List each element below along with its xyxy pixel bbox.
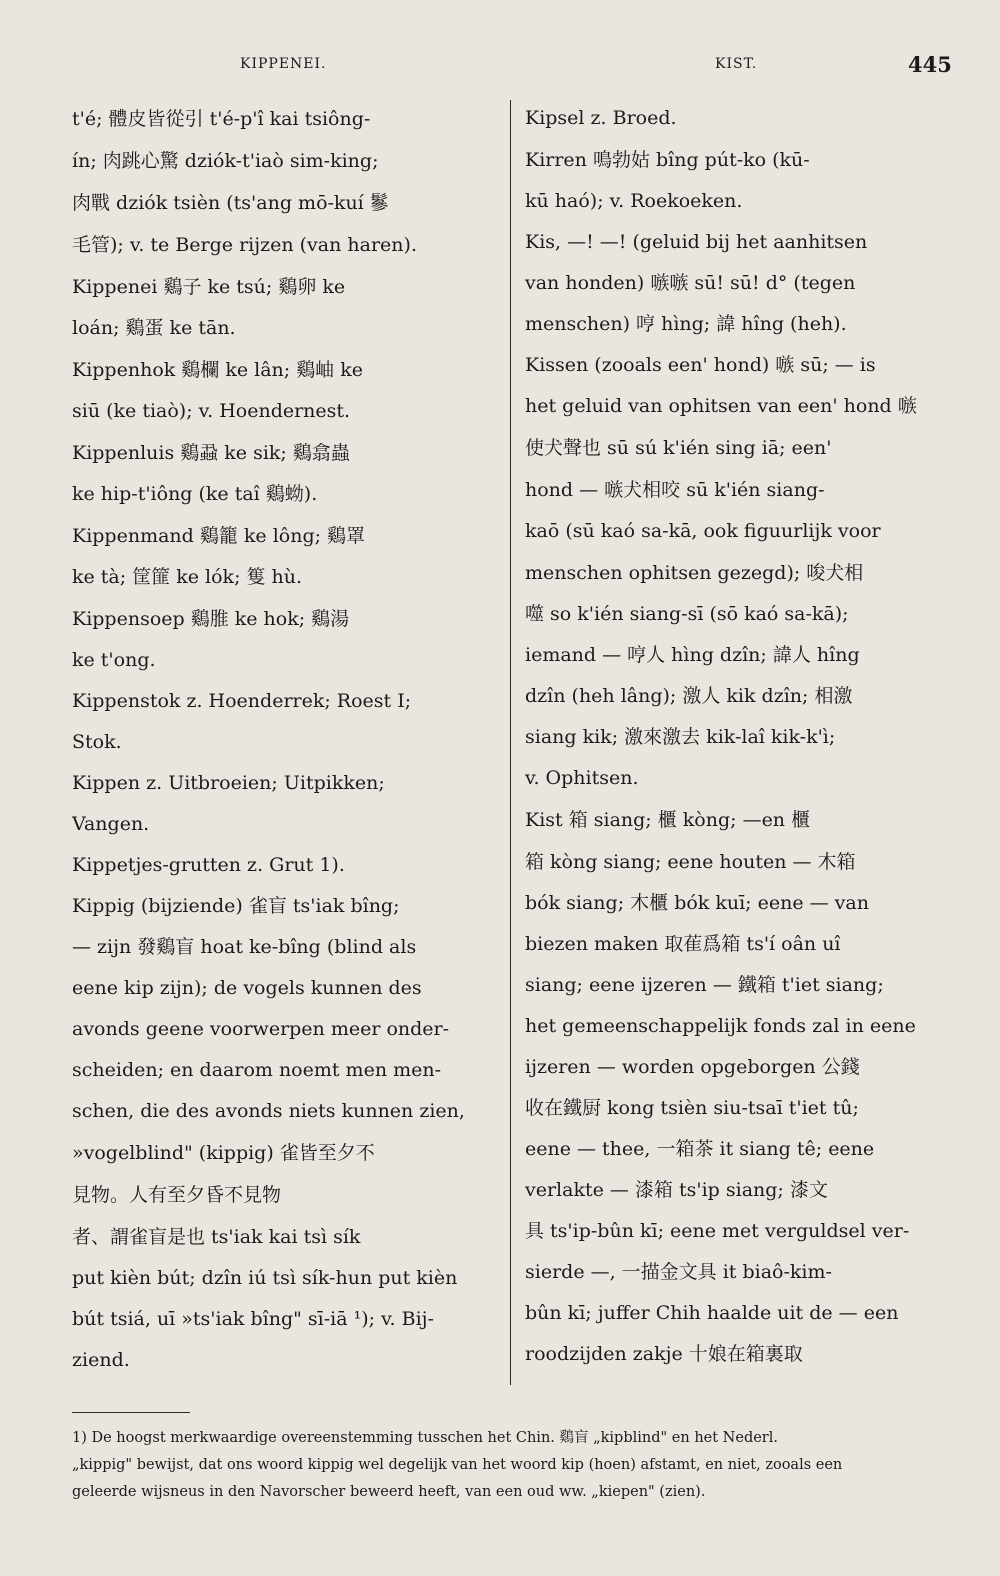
text-line: t'é; 體皮皆從引 t'é-p'î kai tsiông- (72, 108, 371, 130)
text-line: bút tsiá, uī »ts'iak bîng" sī-iā ¹); v. Bij- (72, 1308, 434, 1330)
footnote-line: 1) De hoogst merkwaardige overeenstemming tusschen het Chin. 鷄盲 „kipblind" en het Nederl. (72, 1430, 778, 1446)
page-number: 445 (908, 52, 952, 77)
entry-kippensoep: Kippensoep 鷄脽 ke hok; 鷄湯 (72, 608, 350, 630)
text-line: 肉戰 dziók tsièn (ts'ang mō-kuí 鬖 (72, 192, 389, 214)
header-left-title: KIPPENEI. (240, 56, 327, 72)
footnote-line: geleerde wijsneus in den Navorscher beweerd heeft, van een oud ww. „kiepen" (zien). (72, 1484, 706, 1500)
text-line: menschen ophitsen gezegd); 唆犬相 (525, 562, 864, 584)
entry-kipsel: Kipsel z. Broed. (525, 107, 677, 129)
text-line: ke hip-t'iông (ke taî 鷄蚴). (72, 483, 318, 505)
text-line: siū (ke tiaò); v. Hoendernest. (72, 400, 351, 422)
text-line: ziend. (72, 1349, 130, 1371)
text-line: »vogelblind" (kippig) 雀皆至夕不 (72, 1142, 375, 1164)
text-line: 見物。人有至夕昏不見物 (72, 1184, 282, 1206)
text-line: van honden) 嗾嗾 sū! sū! d° (tegen (525, 272, 856, 294)
text-line: Stok. (72, 731, 122, 753)
text-line: v. Ophitsen. (525, 767, 639, 789)
entry-kippenstok: Kippenstok z. Hoenderrek; Roest I; (72, 690, 412, 712)
text-line: Vangen. (72, 813, 150, 835)
entry-kist: Kist 箱 siang; 櫃 kòng; —en 櫃 (525, 809, 811, 831)
text-line: 收在鐵厨 kong tsièn siu-tsaī t'iet tû; (525, 1097, 859, 1119)
entry-kirren: Kirren 鳴勃姑 bîng pút-ko (kū- (525, 149, 810, 171)
entry-kippig: Kippig (bijziende) 雀盲 ts'iak bîng; (72, 895, 400, 917)
text-line: biezen maken 取萑爲箱 ts'í oân uî (525, 933, 841, 955)
entry-kippenluis: Kippenluis 鷄蝨 ke sik; 鷄翕蟲 (72, 442, 350, 464)
entry-kippenmand: Kippenmand 鷄籠 ke lông; 鷄罩 (72, 525, 366, 547)
text-line: verlakte — 漆箱 ts'ip siang; 漆文 (525, 1179, 828, 1201)
text-line: sierde —, 一描金文具 it biaô-kim- (525, 1261, 832, 1283)
text-line: schen, die des avonds niets kunnen zien, (72, 1100, 465, 1122)
text-line: het gemeenschappelijk fonds zal in eene (525, 1015, 916, 1037)
text-line: ke tà; 筐篚 ke lók; 篗 hù. (72, 566, 303, 588)
text-line: siang; eene ijzeren — 鐵箱 t'iet siang; (525, 974, 884, 996)
text-line: — zijn 發鷄盲 hoat ke-bîng (blind als (72, 936, 417, 958)
text-line: bók siang; 木櫃 bók kuī; eene — van (525, 892, 869, 914)
header-right-title: KIST. (715, 56, 758, 72)
text-line: avonds geene voorwerpen meer onder- (72, 1018, 450, 1040)
text-line: roodzijden zakje 十娘在箱裏取 (525, 1343, 803, 1365)
footnote (72, 1425, 957, 1506)
entry-kissen: Kissen (zooals een' hond) 嗾 sū; — is (525, 354, 876, 376)
text-line: 噬 so k'ién siang-sī (sō kaó sa-kā); (525, 603, 849, 625)
running-header (0, 52, 1000, 82)
text-line: loán; 鷄蛋 ke tān. (72, 317, 236, 339)
text-line: ke t'ong. (72, 649, 156, 671)
text-line: siang kik; 激來激去 kik-laî kik-k'ì; (525, 726, 836, 748)
entry-kippenei: Kippenei 鷄子 ke tsú; 鷄卵 ke (72, 276, 346, 298)
text-line: ijzeren — worden opgeborgen 公錢 (525, 1056, 860, 1078)
text-line: 箱 kòng siang; eene houten — 木箱 (525, 851, 856, 873)
text-line: eene kip zijn); de vogels kunnen des (72, 977, 422, 999)
text-line: put kièn bút; dzîn iú tsì sík-hun put kièn (72, 1267, 458, 1289)
text-line: kū haó); v. Roekoeken. (525, 190, 743, 212)
text-line: bûn kī; juffer Chih haalde uit de — een (525, 1302, 899, 1324)
text-line: het geluid van ophitsen van een' hond 嗾 (525, 395, 917, 417)
column-divider (510, 100, 511, 1385)
text-line: menschen) 哼 hìng; 諱 hîng (heh). (525, 313, 847, 335)
text-line: dzîn (heh lâng); 激人 kik dzîn; 相激 (525, 685, 853, 707)
footnote-line: „kippig" bewijst, dat ons woord kippig wel degelijk van het woord kip (hoen) afstamt, en niet, zooals een (72, 1457, 843, 1473)
text-line: scheiden; en daarom noemt men men- (72, 1059, 442, 1081)
text-line: 使犬聲也 sū sú k'ién sing iā; een' (525, 437, 832, 459)
entry-kippetjes-grutten: Kippetjes-grutten z. Grut 1). (72, 854, 345, 876)
text-line: 毛管); v. te Berge rijzen (van haren). (72, 234, 417, 256)
left-column (72, 98, 500, 1381)
entry-kippen: Kippen z. Uitbroeien; Uitpikken; (72, 772, 385, 794)
entry-kippenhok: Kippenhok 鷄欄 ke lân; 鷄岫 ke (72, 359, 364, 381)
text-line: eene — thee, 一箱茶 it siang tê; eene (525, 1138, 875, 1160)
right-column (525, 98, 950, 1375)
entry-kis: Kis, —! —! (geluid bij het aanhitsen (525, 231, 868, 253)
text-line: hond — 嗾犬相咬 sū k'ién siang- (525, 479, 825, 501)
text-line: kaō (sū kaó sa-kā, ook figuurlijk voor (525, 520, 881, 542)
text-line: 具 ts'ip-bûn kī; eene met verguldsel ver- (525, 1220, 910, 1242)
text-line: iemand — 哼人 hìng dzîn; 諱人 hîng (525, 644, 860, 666)
footnote-rule (72, 1412, 190, 1413)
text-line: ín; 肉跳心驚 dziók-t'iaò sim-king; (72, 150, 379, 172)
text-line: 者、謂雀盲是也 ts'iak kai tsì sík (72, 1226, 361, 1248)
